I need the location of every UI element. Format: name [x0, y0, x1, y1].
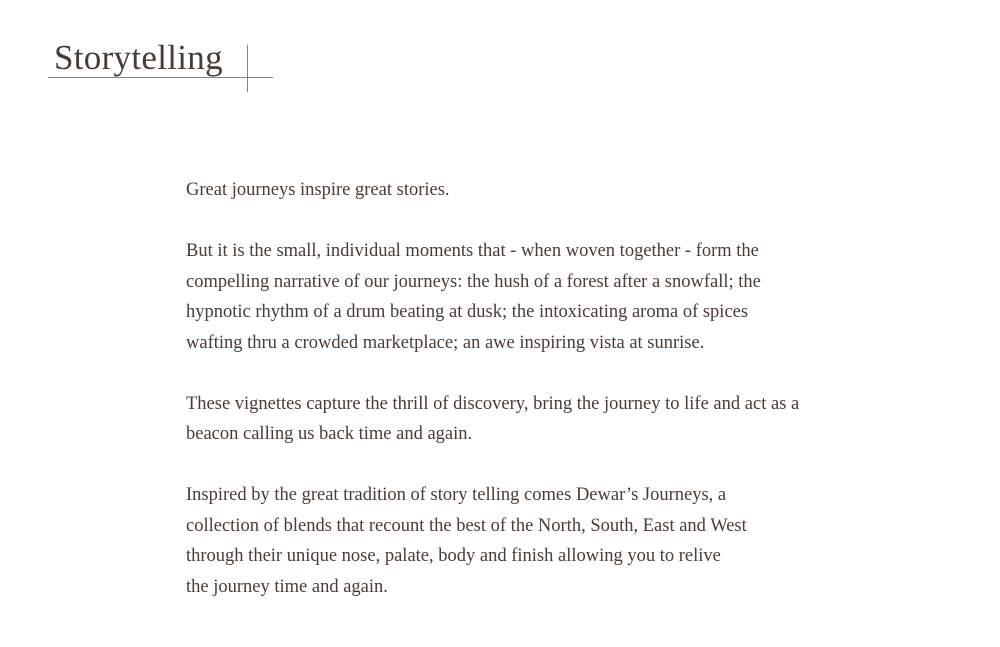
story-body [186, 175, 906, 633]
paragraph-intro [186, 175, 906, 206]
text-line: These vignettes capture the thrill of discovery, bring the journey to life and act as a [186, 393, 800, 414]
text-line: wafting thru a crowded marketplace; an awe inspiring vista at sunrise. [186, 332, 705, 353]
text-line: collection of blends that recount the best of the North, South, East and West [186, 515, 747, 536]
paragraph-journeys [186, 480, 906, 602]
page-title: Storytelling [54, 38, 223, 77]
text-line: through their unique nose, palate, body and finish allowing you to relive [186, 546, 721, 566]
text-line: Inspired by the great tradition of story telling comes Dewar’s Journeys, a [186, 485, 727, 505]
title-vertical-rule [247, 45, 248, 92]
text-line: beacon calling us back time and again. [186, 424, 473, 444]
paragraph-moments [186, 236, 906, 358]
paragraph-vignettes [186, 389, 906, 450]
text-line: compelling narrative of our journeys: the hush of a forest after a snowfall; the [186, 271, 761, 292]
text-line: the journey time and again. [186, 576, 388, 597]
heading-block [48, 38, 274, 94]
text-line: But it is the small, individual moments that - when woven together - form the [186, 241, 759, 261]
text-line: hypnotic rhythm of a drum beating at dusk; the intoxicating aroma of spices [186, 302, 749, 322]
title-underline-rule [48, 77, 273, 78]
text-line: Great journeys inspire great stories. [186, 180, 450, 200]
